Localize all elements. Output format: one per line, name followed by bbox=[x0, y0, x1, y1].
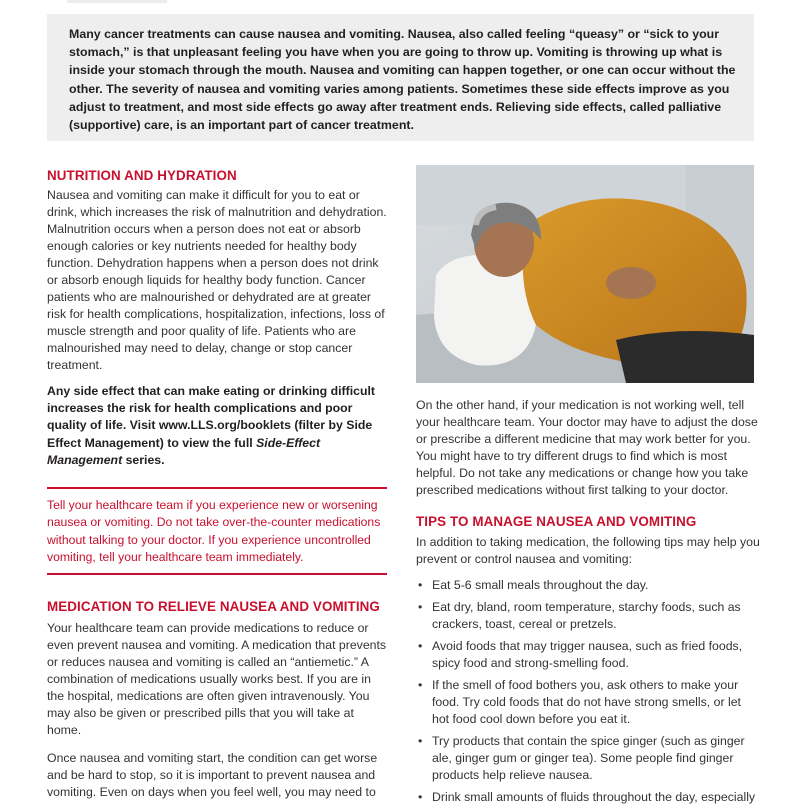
tips-intro: In addition to taking medication, the following tips may help you prevent or control nausea and vomiting: bbox=[416, 535, 760, 566]
medication-paragraph-1: Your healthcare team can provide medications to reduce or even prevent nausea and vomiting. A medication that prevents or reduces nausea and vomiting is called an “antiemetic.” A combination of medications usually works best. If you are in the hospital, medications are often given intravenously. You may also be given or prescribed pills that you will take at home. bbox=[47, 620, 387, 737]
tip-text: Drink small amounts of fluids throughout the day, especially bbox=[432, 790, 756, 804]
tip-text: Try products that contain the spice ginger (such as ginger ale, ginger gum or ginger tea). Some people find ginger products help relieve nausea. bbox=[432, 734, 745, 782]
left-column bbox=[47, 168, 387, 801]
tip-item bbox=[416, 789, 761, 806]
bullet-icon: • bbox=[418, 678, 423, 692]
tip-text: If the smell of food bothers you, ask others to make your food. Try cold foods that do not have strong smells, or let hot food cool down before you eat it. bbox=[432, 678, 741, 726]
bullet-icon: • bbox=[418, 578, 423, 592]
nutrition-bold-end: series. bbox=[122, 452, 165, 467]
tip-item bbox=[416, 577, 761, 594]
bullet-icon: • bbox=[418, 734, 423, 748]
tips-heading: TIPS TO MANAGE NAUSEA AND VOMITING bbox=[416, 514, 697, 529]
bullet-icon: • bbox=[418, 790, 423, 804]
top-divider bbox=[67, 0, 167, 3]
nutrition-bold-text: Any side effect that can make eating or drinking difficult increases the risk for health complications and poor quality of life. Visit www.LLS.org/booklets (filter by Side Effect Management) to view the full bbox=[47, 384, 375, 450]
warning-callout bbox=[47, 487, 387, 575]
other-hand-paragraph: On the other hand, if your medication is not working well, tell your healthcare team. Your doctor may have to adjust the dose or prescribe a different medicine that may work better for you. You might have to try different drugs to find which is most helpful. Do not take any medications or change how you take prescribed medications without first talking to your doctor. bbox=[416, 398, 758, 497]
tip-item bbox=[416, 733, 761, 784]
nutrition-heading: NUTRITION AND HYDRATION bbox=[47, 168, 237, 183]
woman-lying-on-couch-photo bbox=[416, 165, 754, 383]
tip-item bbox=[416, 599, 761, 633]
tips-list bbox=[416, 577, 761, 806]
nutrition-body: Nausea and vomiting can make it difficult for you to eat or drink, which increases the risk of malnutrition and dehydration. Malnutrition occurs when a person does not eat or absorb enough calories or key nutrients needed for healthy body function. Dehydration happens when a person does not drink or absorb enough liquids for healthy body function. Cancer patients who are malnourished or dehydrated are at greater risk for health complications, hospitalization, infections, loss of muscle strength and poor quality of life. Patients who are malnourished may need to delay, change or stop cancer treatment. bbox=[47, 188, 387, 372]
series-title: Side-Effect Management bbox=[47, 435, 321, 467]
tip-text: Avoid foods that may trigger nausea, such as fried foods, spicy food and strong-smelling food. bbox=[432, 639, 743, 670]
medication-heading: MEDICATION TO RELIEVE NAUSEA AND VOMITING bbox=[47, 598, 380, 614]
tip-text: Eat 5-6 small meals throughout the day. bbox=[432, 578, 649, 592]
intro-box bbox=[47, 14, 754, 141]
nutrition-bold-note bbox=[47, 383, 387, 469]
intro-text: Many cancer treatments can cause nausea and vomiting. Nausea, also called feeling “queasy” or “sick to your stomach,” is that unpleasant feeling you have when you are going to throw up. Vomiting is throwing up what is inside your stomach through the mouth. Nausea and vomiting can happen together, or one can occur without the other. The severity of nausea and vomiting varies among patients. Sometimes these side effects improve as you adjust to treatment, and most side effects go away after treatment ends. Relieving side effects, called palliative (supportive) care, is an important part of cancer treatment. bbox=[69, 27, 736, 133]
tip-item bbox=[416, 677, 761, 728]
bullet-icon: • bbox=[418, 639, 423, 653]
bullet-icon: • bbox=[418, 600, 423, 614]
medication-paragraph-2: Once nausea and vomiting start, the condition can get worse and be hard to stop, so it is important to prevent nausea and vomiting. Even on days when you feel well, you may need to bbox=[47, 750, 378, 799]
tip-item bbox=[416, 638, 761, 672]
tip-text: Eat dry, bland, room temperature, starchy foods, such as crackers, toast, cereal or pretzels. bbox=[432, 600, 741, 631]
right-column bbox=[416, 165, 761, 811]
callout-text: Tell your healthcare team if you experience new or worsening nausea or vomiting. Do not take over-the-counter medications without talking to your doctor. If you experience uncontrolled vomiting, tell your healthcare team immediately. bbox=[47, 498, 381, 565]
